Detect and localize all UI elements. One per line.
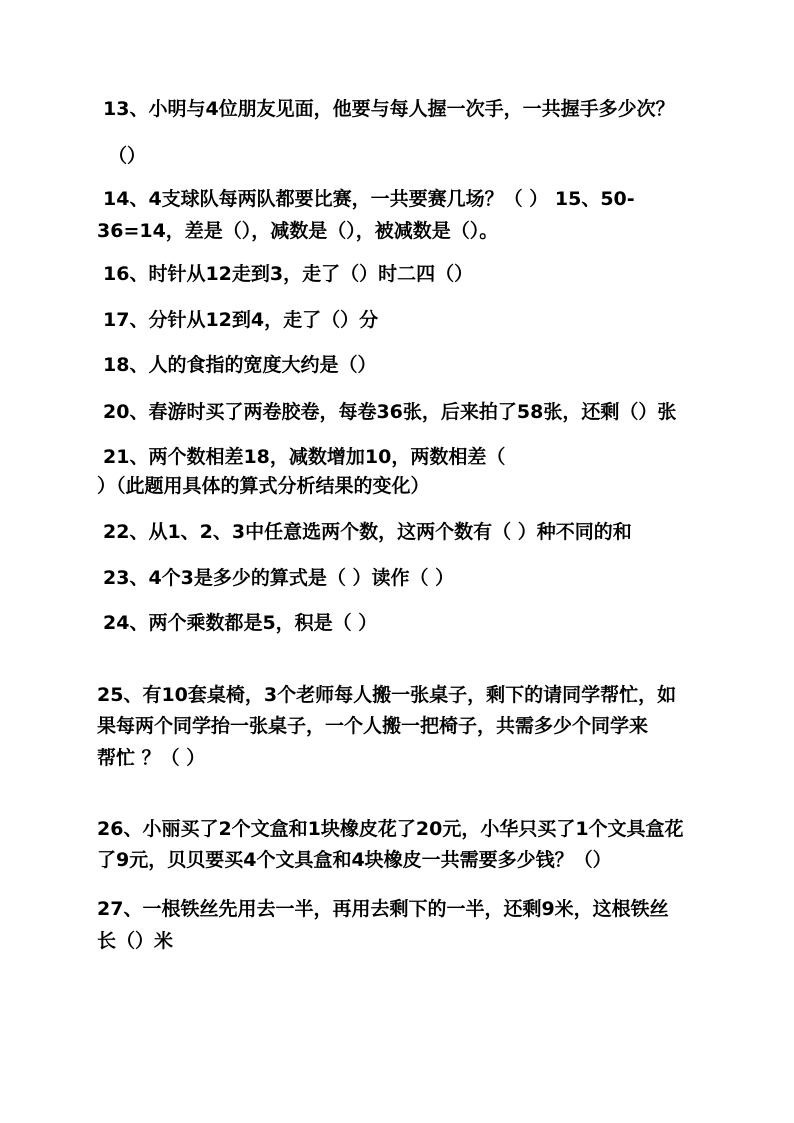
question-23: 23、4个3是多少的算式是（ ）读作（ ） <box>103 567 455 589</box>
question-14-line-1: 14、4支球队每两队都要比赛，一共要赛几场？（ ） 15、50- <box>103 188 635 210</box>
question-20: 20、春游时买了两卷胶卷，每卷36张，后来拍了58张，还剩（）张 <box>103 401 677 423</box>
question-27-line-1: 27、一根铁丝先用去一半，再用去剩下的一半，还剩9米，这根铁丝 <box>97 898 669 920</box>
question-13-line-1: 13、小明与4位朋友见面，他要与每人握一次手，一共握手多少次？ <box>103 98 675 120</box>
question-21-line-1: 21、两个数相差18，减数增加10，两数相差（ <box>103 446 506 468</box>
question-25-line-1: 25、有10套桌椅，3个老师每人搬一张桌子，剩下的请同学帮忙，如 <box>97 684 677 706</box>
question-26-line-1: 26、小丽买了2个文盒和1块橡皮花了20元，小华只买了1个文具盒花 <box>97 818 684 840</box>
question-17: 17、分针从12到4，走了（）分 <box>103 309 379 331</box>
question-27-line-2: 长（）米 <box>97 930 174 952</box>
question-13-line-2: （） <box>108 145 147 167</box>
question-16: 16、时针从12走到3，走了（）时二四（） <box>103 263 474 285</box>
question-26-line-2: 了9元，贝贝要买4个文具盒和4块橡皮一共需要多少钱？（） <box>97 849 612 871</box>
question-21-line-2: ）（此题用具体的算式分析结果的变化） <box>97 475 430 497</box>
question-24: 24、两个乘数都是5，积是（ ） <box>103 612 378 634</box>
question-25-line-3: 帮忙 ？（ ） <box>97 747 206 769</box>
question-18: 18、人的食指的宽度大约是（） <box>103 354 377 376</box>
question-25-line-2: 果每两个同学抬一张桌子，一个人搬一把椅子，共需多少个同学来 <box>97 715 649 737</box>
question-15-line-2: 36=14，差是（），减数是（），被减数是（）。 <box>97 220 499 242</box>
question-22: 22、从1、2、3中任意选两个数，这两个数有（ ）种不同的和 <box>103 521 632 543</box>
